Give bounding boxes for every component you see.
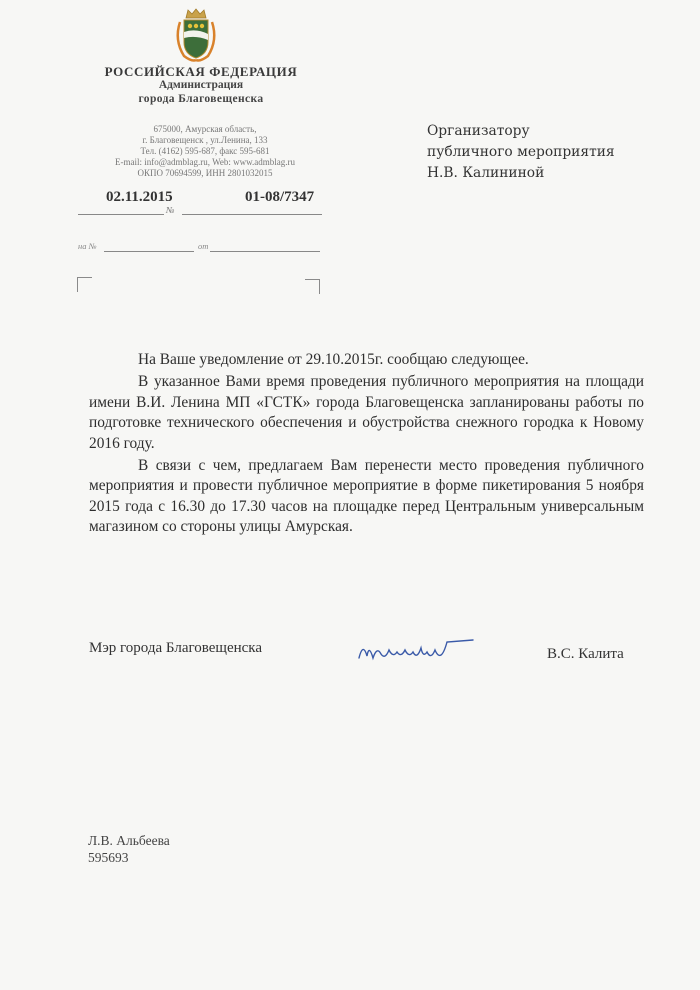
address-line: ОКПО 70694599, ИНН 2801032015 [137, 168, 273, 178]
executor-name: Л.В. Альбеева [88, 833, 170, 848]
corner-bracket-right [305, 279, 320, 294]
letter-body [89, 350, 644, 539]
executor-phone: 595693 [88, 850, 129, 865]
corner-bracket-left [77, 277, 92, 292]
executor-block [88, 832, 170, 866]
body-paragraph: В связи с чем, предлагаем Вам перенести место проведения публичного мероприятия и провести публичное мероприятие в форме пикетирования 5 ноября 2015 года с 16.30 до 17.30 часов на площадке перед Центральным универсальным магазином со стороны улицы Амурская. [89, 456, 644, 535]
administration-city: города Благовещенска [138, 93, 264, 105]
letterhead-address [95, 124, 315, 179]
address-line: г. Благовещенск , ул.Ленина, 133 [142, 135, 268, 145]
address-line: 675000, Амурская область, [153, 124, 257, 134]
registration-date: 02.11.2015 [106, 189, 173, 205]
number-underline [182, 214, 322, 215]
country-heading: РОССИЙСКАЯ ФЕДЕРАЦИЯ [104, 64, 298, 79]
addressee-line: публичного мероприятия [427, 144, 615, 160]
handwritten-signature-icon [355, 634, 475, 666]
registration-number: 01-08/7347 [245, 189, 315, 205]
date-underline [78, 214, 164, 215]
from-label: от [198, 241, 209, 251]
body-paragraph: На Ваше уведомление от 29.10.2015г. сообщаю следующее. [138, 351, 529, 368]
signatory-position: Мэр города Благовещенска [89, 640, 263, 656]
reply-date-underline [210, 251, 320, 252]
addressee-line: Организатору [427, 123, 530, 139]
address-line: Тел. (4162) 595-687, факс 595-681 [140, 146, 270, 156]
addressee-line: Н.В. Калининой [427, 165, 545, 181]
reply-number-underline [104, 251, 194, 252]
administration-heading: Администрация [158, 79, 244, 91]
addressee-block [427, 121, 615, 184]
body-paragraph: В указанное Вами время проведения публичного мероприятия на площади имени В.И. Ленина МП «ГСТК» города Благовещенска запланированы работы по подготовке технического обеспечения и обустройства снежного городка к Новому 2016 году. [89, 373, 644, 452]
reply-to-label: на № [78, 241, 97, 251]
number-label: № [166, 205, 175, 215]
coat-of-arms-icon [172, 8, 220, 64]
address-line: E-mail: info@admblag.ru, Web: www.admblag.ru [114, 157, 296, 167]
signatory-name: В.С. Калита [547, 646, 624, 662]
